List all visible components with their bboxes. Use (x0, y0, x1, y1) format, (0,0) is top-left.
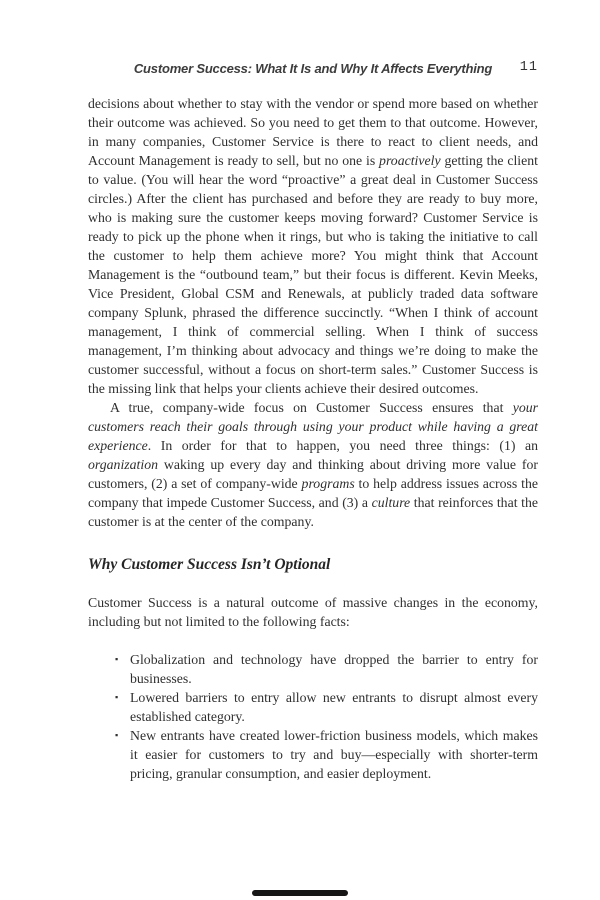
text-segment: A true, company-wide focus on Customer Success ensures that (110, 400, 513, 415)
text-segment: waking up every day and thinking about driving more value for customers, (2) a set of company-wide (88, 457, 538, 491)
bullet-text: Lowered barriers to entry allow new entrants to disrupt almost every established category. (130, 690, 538, 724)
list-item (115, 688, 538, 726)
bullet-text: Globalization and technology have dropped the barrier to entry for businesses. (130, 652, 538, 686)
running-title: Customer Success: What It Is and Why It Affects Everything (133, 61, 493, 76)
bullet-list (88, 650, 538, 783)
text-segment-italic: proactively (379, 153, 441, 168)
text-segment: to help address issues across the company that impede Customer Success, and (3) a (88, 476, 538, 510)
text-segment: that reinforces that the customer is at the center of the company. (88, 495, 538, 529)
text-segment: . In order for that to happen, you need three things: (1) an (147, 438, 538, 453)
square-bullet-icon: ▪ (115, 654, 119, 664)
page-number: 11 (519, 60, 538, 75)
text-segment-italic: culture (371, 495, 411, 510)
square-bullet-icon: ▪ (115, 692, 119, 702)
list-item (115, 650, 538, 688)
text-segment: decisions about whether to stay with the vendor or spend more based on whether their outcome was achieved. So you need to get them to that outcome. However, in many companies, Customer Service is there to react to client needs, and Account Management is ready to sell, but no one is (88, 96, 538, 168)
square-bullet-icon: ▪ (115, 730, 119, 740)
paragraph-1 (88, 94, 538, 398)
text-column (88, 94, 538, 783)
text-segment: getting the client to value. (You will hear the word “proactive” a great deal in Customer Success circles.) After the client has purchased and before they are ready to buy more, who is making sure the customer keeps moving forward? Customer Service is ready to pick up the phone when it rings, but who is taking the initiative to call the customer to help them achieve more? You might think that Account Management is the “outbound team,” but their focus is different. Kevin Meeks, Vice President, Global CSM and Renewals, at publicly traded data software company Splunk, phrased the difference succinctly. “When I think of account management, I think of commercial selling. When I think of success management, I’m thinking about advocacy and things we’re doing to make the customer successful, without a focus on short-term sales.” Customer Success is the missing link that helps your clients achieve their desired outcomes. (88, 153, 538, 396)
text-segment-italic: your customers reach their goals through using your product while having a great experience (88, 400, 538, 453)
bullet-text: New entrants have created lower-friction business models, which makes it easier for customers to try and buy—especially with shorter-term pricing, granular consumption, and easier deployment. (130, 728, 538, 781)
running-head (88, 60, 538, 78)
section-heading: Why Customer Success Isn’t Optional (88, 556, 331, 573)
paragraph-3: Customer Success is a natural outcome of massive changes in the economy, including but not limited to the following facts: (88, 595, 538, 629)
home-indicator-bar (252, 890, 348, 896)
text-segment-italic: programs (301, 476, 355, 491)
paragraph-2 (88, 398, 538, 531)
text-segment-italic: organization (88, 457, 159, 472)
list-item (115, 726, 538, 783)
